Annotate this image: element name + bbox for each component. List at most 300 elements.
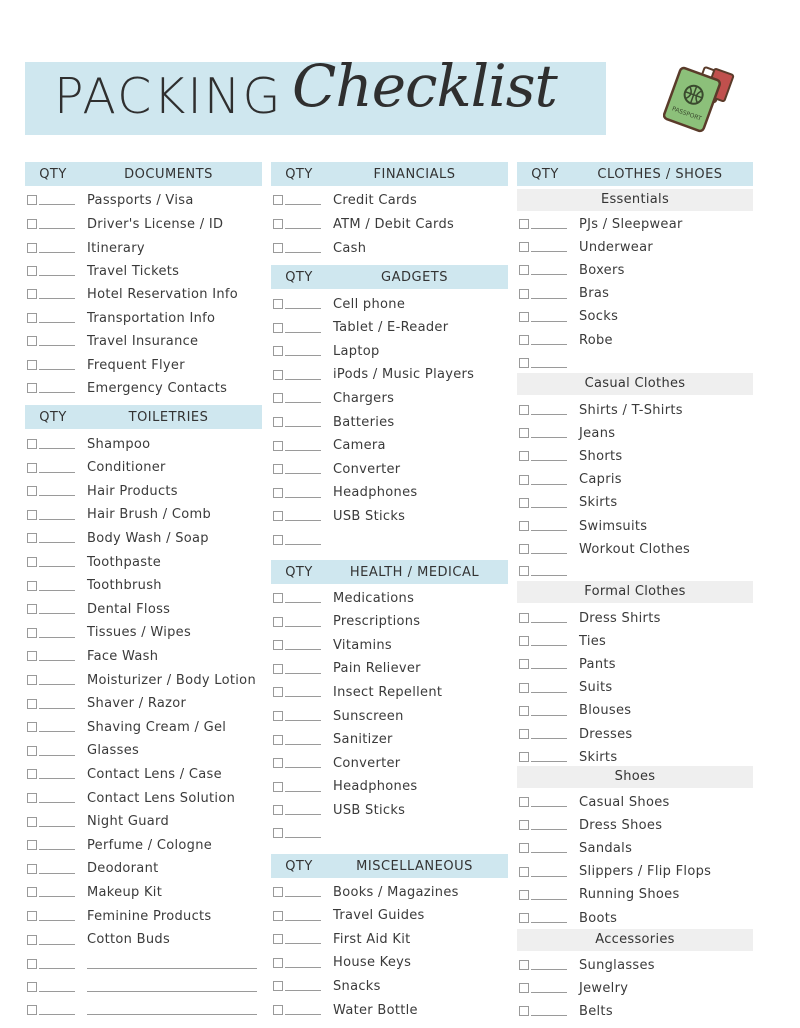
checkbox[interactable] (273, 805, 283, 815)
checklist-item (27, 214, 223, 234)
qty-line[interactable] (531, 507, 567, 508)
qty-line[interactable] (285, 252, 321, 253)
checklist-item (519, 561, 567, 581)
checklist-item (27, 190, 194, 210)
qty-line[interactable] (39, 472, 75, 473)
qty-line[interactable] (285, 602, 321, 603)
qty-line[interactable] (285, 308, 321, 309)
qty-line[interactable] (531, 321, 567, 322)
qty-line[interactable] (285, 649, 321, 650)
qty-line[interactable] (285, 990, 321, 991)
checkbox[interactable] (27, 243, 37, 253)
checkbox[interactable] (519, 983, 529, 993)
item-label: Boots (579, 910, 618, 926)
checkbox[interactable] (519, 1006, 529, 1016)
checkbox[interactable] (519, 797, 529, 807)
checklist-item (273, 506, 405, 526)
item-label: Glasses (87, 743, 140, 759)
checkbox[interactable] (519, 358, 529, 368)
checkbox[interactable] (273, 195, 283, 205)
qty-line[interactable] (531, 437, 567, 438)
checkbox[interactable] (27, 651, 37, 661)
item-label: USB Sticks (333, 508, 406, 524)
qty-line[interactable] (39, 590, 75, 591)
checkbox[interactable] (273, 370, 283, 380)
qty-line[interactable] (39, 495, 75, 496)
qty-line[interactable] (39, 849, 75, 850)
qty-label: QTY (285, 166, 313, 182)
page-title-script: Checklist (292, 52, 557, 120)
checkbox[interactable] (519, 289, 529, 299)
checkbox[interactable] (519, 913, 529, 923)
qty-line[interactable] (531, 251, 567, 252)
item-label: Tissues / Wipes (87, 625, 192, 641)
item-label: Books / Magazines (333, 884, 459, 900)
checkbox[interactable] (519, 636, 529, 646)
checkbox[interactable] (273, 299, 283, 309)
checklist-item (519, 307, 618, 327)
checkbox[interactable] (273, 934, 283, 944)
checkbox[interactable] (27, 463, 37, 473)
qty-label: QTY (285, 564, 313, 580)
qty-line[interactable] (531, 414, 567, 415)
qty-line[interactable] (285, 767, 321, 768)
section-header (271, 162, 508, 186)
qty-line[interactable] (285, 379, 321, 380)
checkbox[interactable] (27, 336, 37, 346)
checklist-item (273, 682, 442, 702)
qty-line[interactable] (39, 204, 75, 205)
item-label: Shaver / Razor (87, 696, 187, 712)
qty-line[interactable] (39, 369, 75, 370)
checkbox[interactable] (27, 793, 37, 803)
qty-line[interactable] (39, 345, 75, 346)
checkbox[interactable] (27, 557, 37, 567)
item-label: Itinerary (87, 240, 145, 256)
qty-line[interactable] (285, 837, 321, 838)
qty-line[interactable] (285, 544, 321, 545)
checkbox[interactable] (519, 312, 529, 322)
checkbox[interactable] (27, 195, 37, 205)
qty-label: QTY (39, 166, 67, 182)
checklist-item (273, 412, 395, 432)
checkbox[interactable] (519, 613, 529, 623)
qty-line[interactable] (531, 992, 567, 993)
qty-line[interactable] (531, 852, 567, 853)
item-label: Belts (579, 1003, 613, 1019)
checkbox[interactable] (273, 441, 283, 451)
checkbox[interactable] (519, 890, 529, 900)
item-label: Dresses (579, 726, 633, 742)
qty-line[interactable] (285, 228, 321, 229)
checkbox[interactable] (27, 911, 37, 921)
qty-line[interactable] (285, 791, 321, 792)
item-label: Conditioner (87, 460, 166, 476)
qty-line[interactable] (39, 873, 75, 874)
checkbox[interactable] (273, 488, 283, 498)
qty-line[interactable] (39, 684, 75, 685)
checkbox[interactable] (273, 346, 283, 356)
item-label: Skirts (579, 749, 618, 765)
checkbox[interactable] (273, 219, 283, 229)
item-label: Pants (579, 656, 616, 672)
qty-line[interactable] (39, 566, 75, 567)
checkbox[interactable] (519, 498, 529, 508)
item-label: Insect Repellent (333, 684, 443, 700)
checkbox[interactable] (519, 683, 529, 693)
item-label: Running Shoes (579, 887, 680, 903)
page-title: PACKING (54, 68, 283, 125)
qty-line[interactable] (39, 968, 75, 969)
checkbox[interactable] (27, 219, 37, 229)
section-title: HEALTH / MEDICAL (349, 564, 480, 580)
qty-line[interactable] (39, 637, 75, 638)
checkbox[interactable] (27, 722, 37, 732)
item-label: Medications (333, 590, 415, 606)
checkbox[interactable] (273, 1005, 283, 1015)
checkbox[interactable] (519, 706, 529, 716)
item-label: Prescriptions (333, 614, 421, 630)
checklist-item (519, 654, 616, 674)
qty-line[interactable] (531, 668, 567, 669)
item-label: Travel Tickets (87, 263, 180, 279)
checkbox[interactable] (27, 289, 37, 299)
qty-line[interactable] (531, 622, 567, 623)
checkbox[interactable] (27, 266, 37, 276)
item-label: Hair Products (87, 483, 178, 499)
qty-line[interactable] (531, 1015, 567, 1016)
qty-line[interactable] (39, 392, 75, 393)
qty-line[interactable] (39, 228, 75, 229)
checklist-item (27, 670, 256, 690)
checkbox[interactable] (519, 843, 529, 853)
item-label: Pain Reliever (333, 661, 421, 677)
qty-line[interactable] (285, 673, 321, 674)
qty-line[interactable] (285, 943, 321, 944)
write-in-line[interactable] (87, 991, 257, 992)
checklist-item (273, 659, 421, 679)
item-label: Shorts (579, 448, 623, 464)
qty-line[interactable] (285, 626, 321, 627)
checkbox[interactable] (273, 535, 283, 545)
checklist-item (519, 493, 617, 513)
item-label: Toothbrush (87, 578, 162, 594)
qty-line[interactable] (531, 806, 567, 807)
qty-line[interactable] (531, 530, 567, 531)
checkbox[interactable] (27, 486, 37, 496)
qty-line[interactable] (531, 228, 567, 229)
qty-line[interactable] (285, 355, 321, 356)
checklist-item (273, 341, 380, 361)
checkbox[interactable] (519, 729, 529, 739)
checkbox[interactable] (273, 393, 283, 403)
checklist-item (519, 284, 609, 304)
checkbox[interactable] (519, 960, 529, 970)
section-header (271, 854, 508, 878)
qty-line[interactable] (39, 519, 75, 520)
qty-line[interactable] (531, 460, 567, 461)
checkbox[interactable] (519, 521, 529, 531)
qty-line[interactable] (39, 755, 75, 756)
item-label: iPods / Music Players (333, 367, 475, 383)
qty-line[interactable] (39, 542, 75, 543)
item-label: Blouses (579, 703, 632, 719)
qty-line[interactable] (285, 450, 321, 451)
checkbox[interactable] (273, 323, 283, 333)
qty-line[interactable] (285, 1014, 321, 1015)
checkbox[interactable] (519, 475, 529, 485)
checkbox[interactable] (27, 840, 37, 850)
checklist-item (519, 330, 613, 350)
qty-line[interactable] (285, 332, 321, 333)
checkbox[interactable] (27, 439, 37, 449)
item-label: Suits (579, 680, 613, 696)
checkbox[interactable] (519, 242, 529, 252)
checkbox[interactable] (273, 828, 283, 838)
item-label: Travel Guides (333, 908, 425, 924)
qty-line[interactable] (39, 322, 75, 323)
qty-line[interactable] (531, 715, 567, 716)
item-label: Dental Floss (87, 601, 171, 617)
qty-line[interactable] (285, 204, 321, 205)
qty-line[interactable] (285, 896, 321, 897)
qty-line[interactable] (39, 660, 75, 661)
checkbox[interactable] (519, 451, 529, 461)
checklist-item (519, 353, 567, 373)
checkbox[interactable] (273, 911, 283, 921)
qty-line[interactable] (531, 298, 567, 299)
checkbox[interactable] (27, 383, 37, 393)
section-title: TOILETRIES (128, 409, 209, 425)
qty-line[interactable] (285, 744, 321, 745)
checklist-item (273, 365, 474, 385)
qty-line[interactable] (39, 920, 75, 921)
qty-line[interactable] (531, 829, 567, 830)
item-label: Headphones (333, 779, 418, 795)
qty-line[interactable] (39, 826, 75, 827)
checklist-item (27, 434, 150, 454)
qty-line[interactable] (531, 876, 567, 877)
checkbox[interactable] (519, 335, 529, 345)
checklist-item (519, 908, 617, 928)
qty-line[interactable] (39, 448, 75, 449)
item-label: Frequent Flyer (87, 357, 185, 373)
checkbox[interactable] (273, 735, 283, 745)
qty-line[interactable] (39, 896, 75, 897)
item-label: Emergency Contacts (87, 380, 228, 396)
item-label: Moisturizer / Body Lotion (87, 672, 256, 688)
qty-line[interactable] (285, 920, 321, 921)
qty-line[interactable] (531, 738, 567, 739)
checkbox[interactable] (27, 935, 37, 945)
checklist-item (519, 792, 670, 812)
checkbox[interactable] (27, 510, 37, 520)
checkbox[interactable] (273, 640, 283, 650)
qty-line[interactable] (531, 761, 567, 762)
qty-line[interactable] (531, 484, 567, 485)
qty-line[interactable] (531, 969, 567, 970)
checklist-item (519, 885, 680, 905)
checkbox[interactable] (519, 867, 529, 877)
qty-line[interactable] (531, 922, 567, 923)
qty-line[interactable] (39, 731, 75, 732)
item-label: Face Wash (87, 648, 159, 664)
checkbox[interactable] (27, 360, 37, 370)
item-label: Sunglasses (579, 957, 655, 973)
qty-line[interactable] (39, 944, 75, 945)
checkbox[interactable] (519, 219, 529, 229)
qty-label: QTY (531, 166, 559, 182)
qty-line[interactable] (39, 802, 75, 803)
checklist-item (27, 930, 170, 950)
qty-line[interactable] (531, 692, 567, 693)
item-label: Hotel Reservation Info (87, 286, 239, 302)
checkbox[interactable] (519, 820, 529, 830)
qty-line[interactable] (285, 520, 321, 521)
checkbox[interactable] (273, 958, 283, 968)
checklist-item (27, 576, 162, 596)
qty-line[interactable] (285, 426, 321, 427)
qty-line[interactable] (531, 645, 567, 646)
checkbox[interactable] (273, 593, 283, 603)
checklist-item (519, 838, 632, 858)
checkbox[interactable] (273, 664, 283, 674)
qty-line[interactable] (531, 344, 567, 345)
checklist-item (273, 823, 321, 843)
checklist-item (273, 214, 454, 234)
checkbox[interactable] (273, 687, 283, 697)
checklist-item (519, 978, 628, 998)
item-label: Deodorant (87, 861, 159, 877)
checklist-item (27, 238, 145, 258)
section-title: CLOTHES / SHOES (597, 166, 723, 182)
qty-line[interactable] (285, 497, 321, 498)
checkbox[interactable] (273, 243, 283, 253)
checkbox[interactable] (27, 769, 37, 779)
section-header (25, 162, 262, 186)
item-label: Camera (333, 438, 386, 454)
checkbox[interactable] (273, 711, 283, 721)
checklist-item (27, 906, 212, 926)
write-in-line[interactable] (87, 1014, 257, 1015)
checkbox[interactable] (27, 313, 37, 323)
checkbox[interactable] (27, 533, 37, 543)
qty-line[interactable] (285, 720, 321, 721)
qty-line[interactable] (531, 899, 567, 900)
qty-line[interactable] (285, 814, 321, 815)
qty-line[interactable] (39, 275, 75, 276)
checkbox[interactable] (519, 265, 529, 275)
checkbox[interactable] (519, 659, 529, 669)
subsection-title: Shoes (517, 766, 753, 788)
checkbox[interactable] (273, 464, 283, 474)
checkbox[interactable] (519, 544, 529, 554)
checkbox[interactable] (27, 817, 37, 827)
qty-line[interactable] (285, 696, 321, 697)
checkbox[interactable] (519, 428, 529, 438)
qty-line[interactable] (39, 991, 75, 992)
checkbox[interactable] (27, 982, 37, 992)
qty-line[interactable] (531, 575, 567, 576)
checkbox[interactable] (273, 511, 283, 521)
checkbox[interactable] (27, 864, 37, 874)
checkbox[interactable] (27, 746, 37, 756)
checkbox[interactable] (27, 959, 37, 969)
checkbox[interactable] (27, 887, 37, 897)
item-label: Driver's License / ID (87, 216, 224, 232)
qty-line[interactable] (39, 252, 75, 253)
item-label: Ties (579, 633, 607, 649)
checklist-item (27, 1000, 257, 1020)
checkbox[interactable] (273, 417, 283, 427)
checklist-item (27, 954, 257, 974)
qty-line[interactable] (531, 553, 567, 554)
qty-line[interactable] (531, 367, 567, 368)
checkbox[interactable] (27, 604, 37, 614)
checklist-item (519, 678, 612, 698)
write-in-line[interactable] (87, 968, 257, 969)
qty-line[interactable] (285, 473, 321, 474)
checkbox[interactable] (519, 405, 529, 415)
qty-line[interactable] (39, 1014, 75, 1015)
item-label: Water Bottle (333, 1002, 418, 1018)
checklist-item (27, 812, 169, 832)
qty-line[interactable] (531, 274, 567, 275)
checkbox[interactable] (27, 699, 37, 709)
checklist-item (27, 835, 212, 855)
item-label: Night Guard (87, 814, 170, 830)
passport-icon (663, 62, 741, 140)
item-label: Toothpaste (87, 554, 162, 570)
checkbox[interactable] (273, 981, 283, 991)
item-label: Headphones (333, 485, 418, 501)
qty-line[interactable] (285, 967, 321, 968)
item-label: Cotton Buds (87, 932, 171, 948)
checkbox[interactable] (27, 1005, 37, 1015)
item-label: Shampoo (87, 436, 151, 452)
checklist-item (519, 470, 622, 490)
passport-label: PASSPORT (670, 105, 703, 123)
subsection-title: Casual Clothes (517, 373, 753, 395)
item-label: Chargers (333, 390, 395, 406)
item-label: Body Wash / Soap (87, 530, 209, 546)
checkbox[interactable] (519, 752, 529, 762)
checkbox[interactable] (27, 675, 37, 685)
qty-line[interactable] (39, 778, 75, 779)
qty-line[interactable] (39, 708, 75, 709)
checkbox[interactable] (273, 887, 283, 897)
checklist-item (27, 261, 179, 281)
qty-line[interactable] (39, 613, 75, 614)
checklist-item (27, 788, 235, 808)
section-header (271, 265, 508, 289)
checklist-item (273, 483, 417, 503)
checkbox[interactable] (273, 758, 283, 768)
checklist-item (273, 530, 321, 550)
checklist-item (27, 882, 162, 902)
checkbox[interactable] (273, 617, 283, 627)
checkbox[interactable] (27, 628, 37, 638)
qty-line[interactable] (285, 402, 321, 403)
checklist-item (519, 955, 655, 975)
checkbox[interactable] (27, 581, 37, 591)
item-label: First Aid Kit (333, 931, 411, 947)
checkbox[interactable] (273, 782, 283, 792)
checklist-item (273, 1000, 418, 1020)
qty-line[interactable] (39, 298, 75, 299)
checkbox[interactable] (519, 566, 529, 576)
checklist-item (27, 977, 257, 997)
